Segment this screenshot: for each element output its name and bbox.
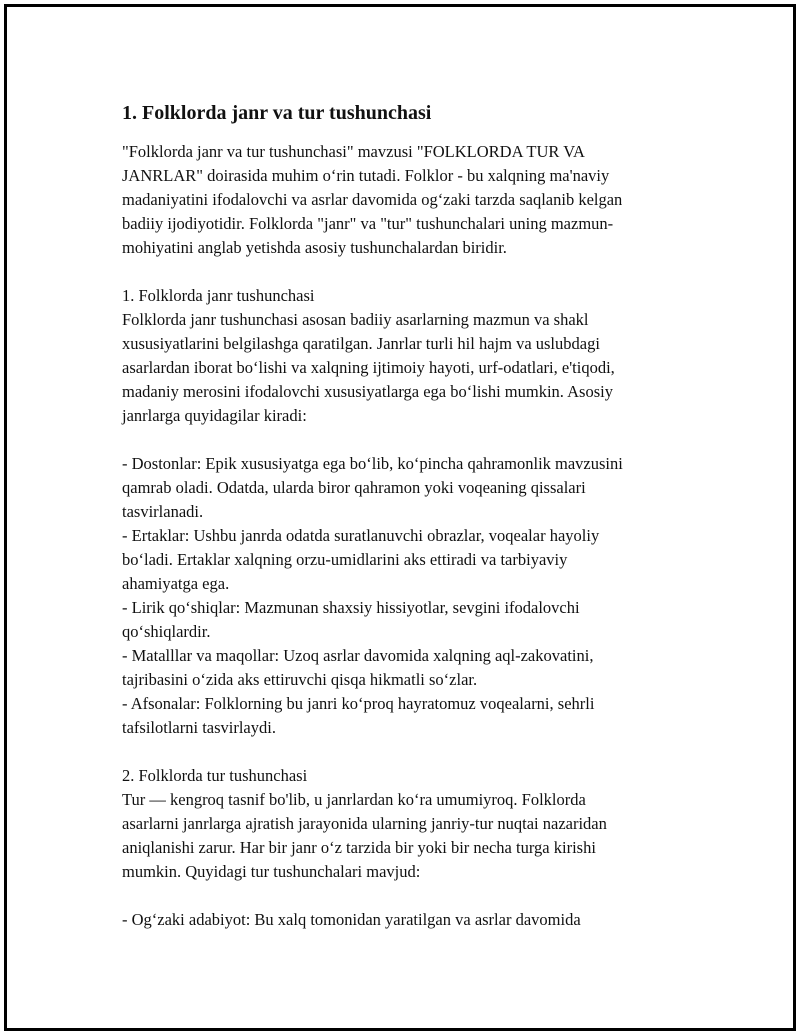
- text-line: Tur — kengroq tasnif bo'lib, u janrlardan ko‘ra umumiyroq. Folklorda: [122, 790, 586, 809]
- text-line: aniqlanishi zarur. Har bir janr o‘z tarzida bir yoki bir necha turga kirishi: [122, 838, 596, 857]
- list-item-line: tasvirlanadi.: [122, 502, 204, 521]
- text-line: mumkin. Quyidagi tur tushunchalari mavjud:: [122, 862, 421, 881]
- text-line: Folklorda janr tushunchasi asosan badiiy asarlarning mazmun va shakl: [122, 310, 589, 329]
- genre-list: [122, 452, 692, 740]
- intro-paragraph: [122, 140, 692, 260]
- section2-paragraph: [122, 788, 692, 884]
- list-item-line: ahamiyatga ega.: [122, 574, 230, 593]
- text-line: asarlarni janrlarga ajratish jarayonida ularning janriy-tur nuqtai nazaridan: [122, 814, 607, 833]
- list-item-line: qamrab oladi. Odatda, ularda biror qahramon yoki voqeaning qissalari: [122, 478, 586, 497]
- paragraph-gap: [122, 260, 692, 284]
- text-line: madaniyatini ifodalovchi va asrlar davomida og‘zaki tarzda saqlanib kelgan: [122, 190, 623, 209]
- list-item-line: - Afsonalar: Folklorning bu janri ko‘proq hayratomuz voqealarni, sehrli: [122, 694, 595, 713]
- text-line: janrlarga quyidagilar kiradi:: [122, 406, 307, 425]
- section-heading-tur: 2. Folklorda tur tushunchasi: [122, 766, 308, 785]
- section1-paragraph: [122, 308, 692, 428]
- list-item-line: qo‘shiqlardir.: [122, 622, 211, 641]
- list-item-line: - Ertaklar: Ushbu janrda odatda suratlanuvchi obrazlar, voqealar hayoliy: [122, 526, 600, 545]
- list-item-line: bo‘ladi. Ertaklar xalqning orzu-umidlarini aks ettiradi va tarbiyaviy: [122, 550, 568, 569]
- document-body: [122, 100, 692, 932]
- paragraph-gap: [122, 428, 692, 452]
- paragraph-gap: [122, 884, 692, 908]
- text-line: "Folklorda janr va tur tushunchasi" mavzusi "FOLKLORDA TUR VA: [122, 142, 585, 161]
- list-item-line: tafsilotlarni tasvirlaydi.: [122, 718, 276, 737]
- type-list: [122, 908, 692, 932]
- list-item-line: - Matalllar va maqollar: Uzoq asrlar davomida xalqning aql-zakovatini,: [122, 646, 594, 665]
- text-line: madaniy merosini ifodalovchi xususiyatlarga ega bo‘lishi mumkin. Asosiy: [122, 382, 613, 401]
- list-item-line: - Dostonlar: Epik xususiyatga ega bo‘lib, ko‘pincha qahramonlik mavzusini: [122, 454, 623, 473]
- list-item-line: - Lirik qo‘shiqlar: Mazmunan shaxsiy hissiyotlar, sevgini ifodalovchi: [122, 598, 580, 617]
- document-title: 1. Folklorda janr va tur tushunchasi: [122, 102, 432, 124]
- list-item-line: tajribasini o‘zida aks ettiruvchi qisqa hikmatli so‘zlar.: [122, 670, 478, 689]
- list-item-line: - Og‘zaki adabiyot: Bu xalq tomonidan yaratilgan va asrlar davomida: [122, 910, 581, 929]
- text-line: badiiy ijodiyotidir. Folklorda "janr" va "tur" tushunchalari uning mazmun-: [122, 214, 614, 233]
- text-line: asarlardan iborat bo‘lishi va xalqning ijtimoiy hayoti, urf-odatlari, e'tiqodi,: [122, 358, 615, 377]
- text-line: JANRLAR" doirasida muhim o‘rin tutadi. Folklor - bu xalqning ma'naviy: [122, 166, 610, 185]
- page-frame: [4, 4, 796, 1031]
- text-line: xususiyatlarini belgilashga qaratilgan. Janrlar turli hil hajm va uslubdagi: [122, 334, 600, 353]
- paragraph-gap: [122, 740, 692, 764]
- section-heading-janr: 1. Folklorda janr tushunchasi: [122, 286, 315, 305]
- text-line: mohiyatini anglab yetishda asosiy tushunchalardan biridir.: [122, 238, 507, 257]
